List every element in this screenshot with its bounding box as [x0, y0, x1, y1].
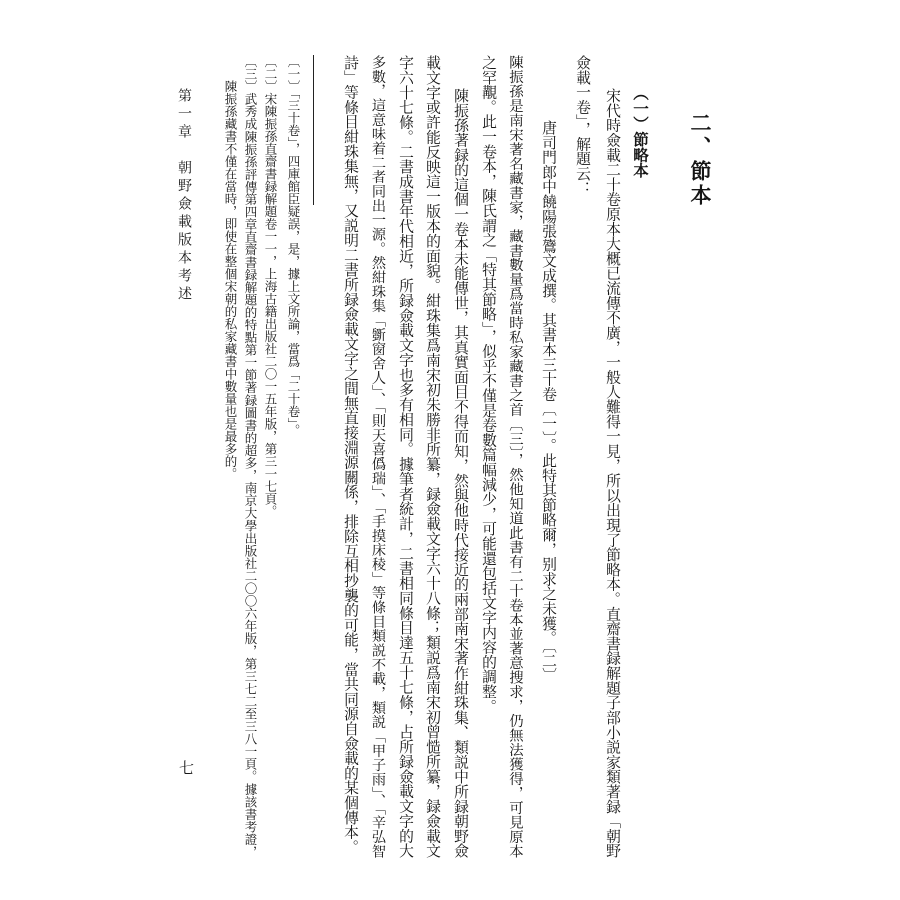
footnote-1: 〔一〕「三十卷」，四庫館臣疑誤，是，據上文所論，當爲「二十卷」。 — [286, 55, 301, 437]
footnote-separator — [313, 55, 314, 205]
running-head: 第一章 朝野僉載版本考述 — [176, 88, 192, 304]
body-column-8: 多數，這意味着二者同出一源。然紺珠集「斵窗舍人」、「則天喜僞瑞」、「手摸床稜」等條目類説不載，類説「甲子雨」、「辛弘智 — [370, 55, 386, 858]
body-column-1: 宋代時僉載二十卷原本大概已流傳不廣，一般人難得一見，所以出現了節略本。直齋書録解題子部小説家類著録「朝野 — [604, 88, 621, 858]
page-number: 七 — [177, 760, 195, 775]
footnote-3-continued: 陳振孫藏書不僅在當時，即使在整個宋朝的私家藏書中數量也是最多的。 — [223, 80, 238, 480]
subsection-heading: （一）節略本 — [631, 85, 650, 178]
footnote-3: 〔三〕武秀成陳振孫評傳第四章直齋書録解題的特點第一節著録圖書的超多，南京大學出版社二〇〇六年版，第三七二至三八一頁。據該書考證， — [243, 55, 258, 858]
section-heading: 二、節本 — [688, 112, 713, 208]
body-column-6: 載文字或許能反映這一版本的面貌。紺珠集爲南宋初朱勝非所纂，録僉載文字六十八條；類説爲南宋初曾慥所纂，録僉載文 — [424, 55, 441, 858]
body-column-2: 僉載一卷」，解題云： — [574, 55, 591, 196]
body-column-5: 陳振孫著録的這個一卷本未能傳世，其真實面目不得而知，然與他時代接近的兩部南宋著作紺珠集、類説中所録朝野僉 — [452, 88, 469, 858]
block-quote: 唐司門郎中饒陽張鷟文成撰。其書本三十卷〔一〕。此特其節略爾，别求之未獲。〔二〕 — [540, 120, 557, 683]
body-column-4: 之罕覯。此一卷本，陳氏謂之「特其節略」，似乎不僅是卷數篇幅減少，可能還包括文字内容的調整。 — [480, 55, 497, 714]
body-column-9: 詩」等條目紺珠集無，又説明二書所録僉載文字之間無直接淵源關係，排除互相抄襲的可能，當共同源自僉載的某個傳本。 — [342, 55, 359, 855]
footnote-2: 〔二〕宋陳振孫直齋書録解題卷一一，上海古籍出版社二〇一五年版，第三一七頁。 — [263, 55, 278, 518]
body-column-7: 字六十七條。二書成書年代相近，所録僉載文字也多有相同。據筆者統計，二書相同條目達五十七條，占所録僉載文字的大 — [397, 55, 414, 858]
body-column-3: 陳振孫是南宋著名藏書家，藏書數量爲當時私家藏書之首〔三〕，然他知道此書有二十卷本並著意搜求，仍無法獲得，可見原本 — [507, 55, 523, 858]
